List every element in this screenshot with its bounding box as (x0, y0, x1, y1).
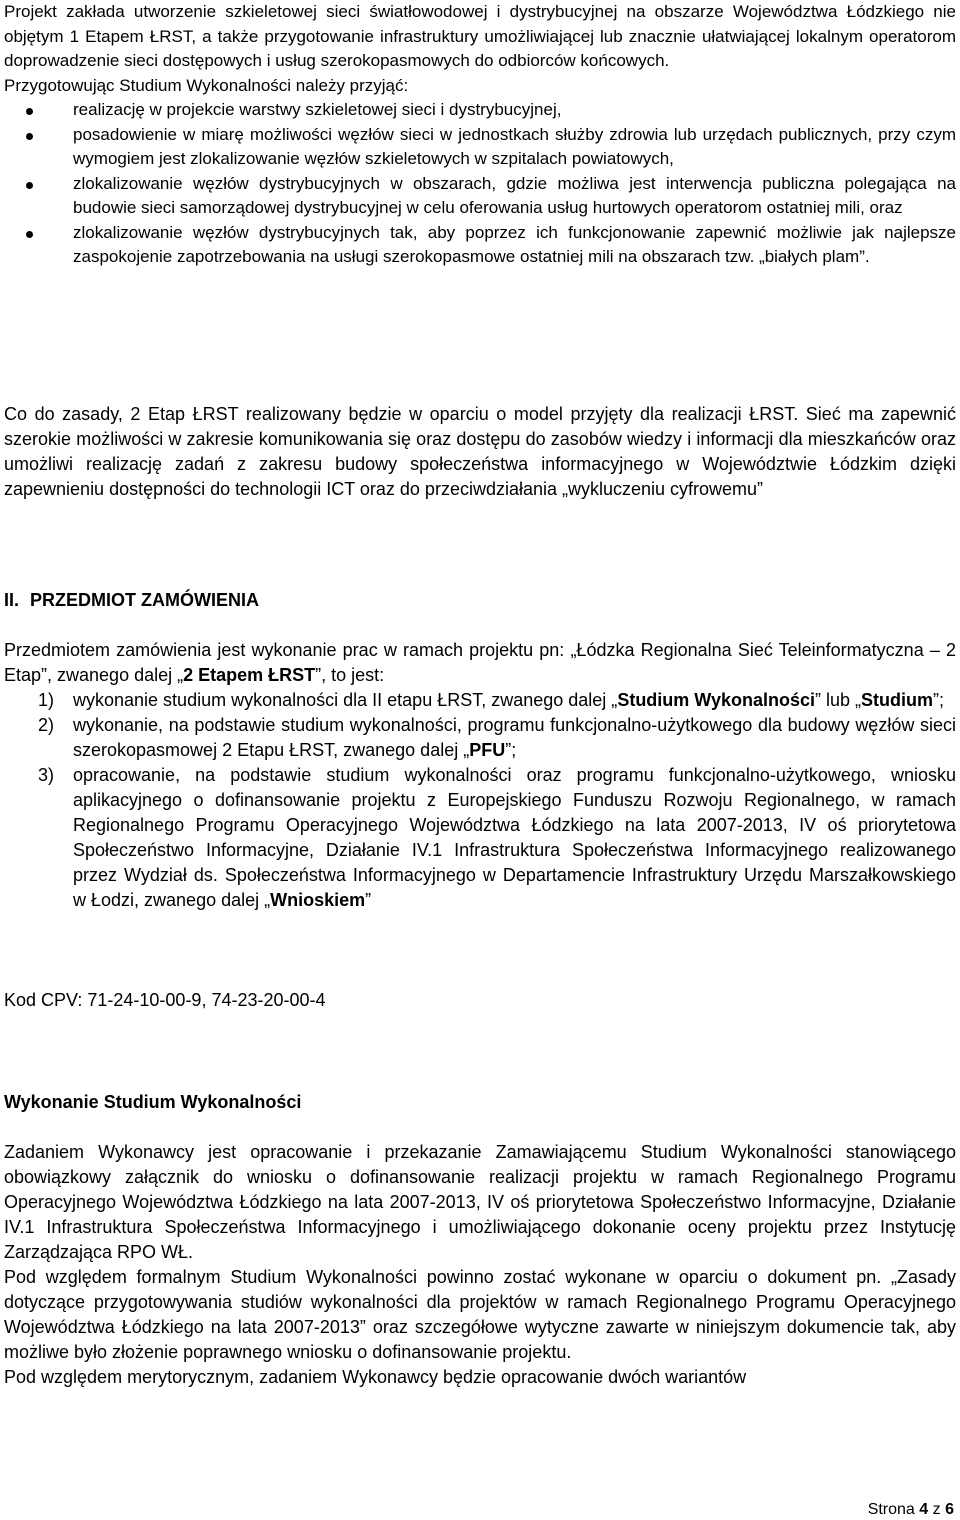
intro-lead: Przygotowując Studium Wykonalności należy przyjąć: (4, 75, 409, 95)
principles-paragraph: Co do zasady, 2 Etap ŁRST realizowany będzie w oparciu o model przyjęty dla realizacji ŁRST. Sieć ma zapewnić szerokie możliwości w zakresie komunikowania się oraz dostępu do zasobów wiedzy i informacji dla mieszkańców oraz umożliwi realizację zadań z zakresu budowy społeczeństwa informacyjnego w Województwie Łódzkim dzięki zapewnieniu dostępności do technologii ICT oraz do przeciwdziałania „wykluczeniu cyfrowemu” (4, 404, 956, 499)
list-item: zlokalizowanie węzłów dystrybucyjnych tak, aby poprzez ich funkcjonowanie zapewnić możliwie jak najlepsze zaspokojenie zapotrzebowania na usługi szerokopasmowe ostatniej mili na obszarach tzw. „białych plam”. (4, 221, 956, 270)
order-subject-section (4, 638, 956, 913)
study-heading: Wykonanie Studium Wykonalności (4, 1092, 302, 1112)
study-paragraph: Pod względem merytorycznym, zadaniem Wykonawcy będzie opracowanie dwóch wariantów (4, 1367, 747, 1387)
section-number: II. (4, 590, 20, 610)
list-item: 3) opracowanie, na podstawie studium wykonalności oraz programu funkcjonalno-użytkowego, wniosku aplikacyjnego o dofinansowanie projektu z Europejskiego Funduszu Rozwoju Regionalnego, w ramach Regionalnego Programu Operacyjnego Województwa Łódzkiego na lata 2007-2013, IV oś priorytetowa Społeczeństwo Informacyjne, Działanie IV.1 Infrastruktura Społeczeństwa Informacyjnego realizowanego przez Wydział ds. Społeczeństwa Informacyjnego w Departamencie Infrastruktury Urzędu Marszałkowskiego w Łodzi, zwanego dalej „Wnioskiem” (38, 765, 956, 910)
intro-bullet-list (4, 98, 956, 270)
principles-section (4, 402, 956, 502)
study-section (4, 1140, 956, 1390)
section-title: PRZEDMIOT ZAMÓWIENIA (30, 590, 260, 610)
intro-section (4, 0, 956, 270)
list-item: 1) wykonanie studium wykonalności dla II etapu ŁRST, zwanego dalej „Studium Wykonalności” lub „Studium”; (38, 690, 945, 710)
page-number: Strona 4 z 6 (867, 1501, 954, 1518)
intro-paragraph: Projekt zakłada utworzenie szkieletowej sieci światłowodowej i dystrybucyjnej na obszarze Województwa Łódzkiego nie objętym 1 Etapem ŁRST, a także przygotowanie infrastruktury umożliwiającej lub znacznie ułatwiającej lokalnym operatorom doprowadzenie sieci dostępowych i usług szerokopasmowych do odbiorców końcowych. (4, 2, 956, 70)
list-item: posadowienie w miarę możliwości węzłów sieci w jednostkach służby zdrowia lub urzędach publicznych, przy czym wymogiem jest zlokalizowanie węzłów szkieletowych w szpitalach powiatowych, (4, 123, 956, 172)
list-item: realizację w projekcie warstwy szkieletowej sieci i dystrybucyjnej, (4, 98, 956, 123)
order-items-list (4, 688, 956, 913)
cpv-code: Kod CPV: 71-24-10-00-9, 74-23-20-00-4 (4, 990, 326, 1010)
list-item: zlokalizowanie węzłów dystrybucyjnych w obszarach, gdzie możliwa jest interwencja publiczna polegająca na budowie sieci samorządowej dystrybucyjnej w celu oferowania usług hurtowych operatorom ostatniej mili, oraz (4, 172, 956, 221)
list-item: 2) wykonanie, na podstawie studium wykonalności, programu funkcjonalno-użytkowego dla budowy węzłów sieci szerokopasmowej 2 Etapu ŁRST, zwanego dalej „PFU”; (38, 715, 956, 760)
section-heading (4, 588, 956, 613)
study-paragraph: Pod względem formalnym Studium Wykonalności powinno zostać wykonane w oparciu o dokument pn. „Zasady dotyczące przygotowywania studiów wykonalności dla projektów w ramach Regionalnego Programu Operacyjnego Województwa Łódzkiego na lata 2007-2013” oraz szczegółowe wytyczne zawarte w niniejszym dokumencie tak, aby możliwe było złożenie poprawnego wniosku o dofinansowanie projektu. (4, 1267, 956, 1362)
order-subject-intro: Przedmiotem zamówienia jest wykonanie prac w ramach projektu pn: „Łódzka Regionalna Sieć Teleinformatyczna – 2 Etap”, zwanego dalej „2 Etapem ŁRST”, to jest: (4, 640, 956, 685)
study-paragraph: Zadaniem Wykonawcy jest opracowanie i przekazanie Zamawiającemu Studium Wykonalności stanowiącego obowiązkowy załącznik do wniosku o dofinansowanie realizacji projektu w ramach Regionalnego Programu Operacyjnego Województwa Łódzkiego na lata 2007-2013, IV oś priorytetowa Społeczeństwo Informacyjne, Działanie IV.1 Infrastruktura Społeczeństwa Informacyjnego i umożliwiającego dokonanie oceny projektu przez Instytucję Zarządzająca RPO WŁ. (4, 1142, 956, 1262)
